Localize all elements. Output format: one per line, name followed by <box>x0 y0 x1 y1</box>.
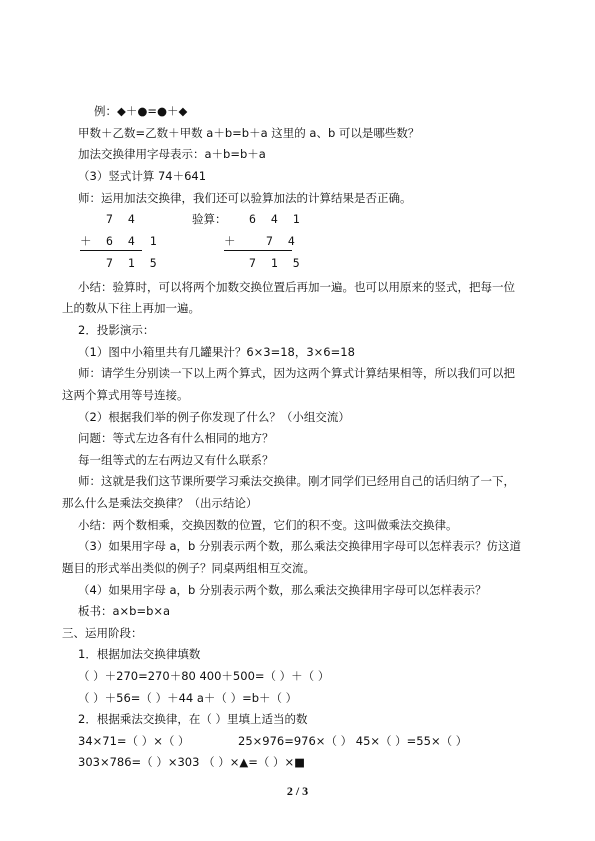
teacher-check-note: 师：运用加法交换律，我们还可以验算加法的计算结果是否正确。 <box>78 190 412 205</box>
exercise-2-row1-b: 25×976=976×（ ） 45×（ ）=55×（ ） <box>238 733 468 748</box>
addition-example: 甲数＋乙数=乙数＋甲数 a＋b=b＋a 这里的 a、b 可以是哪些数？ <box>78 125 420 140</box>
calc-left-top: 7 4 <box>106 212 139 227</box>
calc-left-plus: ＋ <box>80 233 92 248</box>
section-three-heading: 三、运用阶段： <box>62 625 143 640</box>
exercise-2-row1-a: 34×71=（ ）×（ ） <box>78 733 190 748</box>
summary-check-1: 小结：验算时，可以将两个加数交换位置后再加一遍。也可以用原来的竖式，把每一位 <box>78 279 515 294</box>
discovery-question: （2）根据我们举的例子你发现了什么？（小组交流） <box>78 409 350 424</box>
addition-law-letters: 加法交换律用字母表示：a＋b=b＋a <box>78 147 266 162</box>
summary-multiplication: 小结：两个数相乘，交换因数的位置，它们的积不变。这叫做乘法交换律。 <box>78 517 458 532</box>
calc-check-label: 验算： <box>192 212 227 227</box>
teacher-read-2: 这两个算式用等号连接。 <box>62 387 189 402</box>
calc-right-plus: ＋ <box>224 233 236 248</box>
question-3-line1: （3）如果用字母 a，b 分别表示两个数，那么乘法交换律用字母可以怎样表示？仿这道 <box>78 539 521 554</box>
teacher-law-1: 师：这就是我们这节课所要学习乘法交换律。刚才同学们已经用自己的话归纳了一下， <box>78 474 515 489</box>
question-3-line2: 题目的形式举出类似的例子？同桌两组相互交流。 <box>62 560 315 575</box>
juice-question: （1）图中小箱里共有几罐果汁？6×3=18，3×6=18 <box>78 344 355 359</box>
problem-relation: 每一组等式的左右两边又有什么联系？ <box>78 452 274 467</box>
calc-right-top: 6 4 1 <box>249 212 304 227</box>
board-writing: 板书：a×b=b×a <box>78 604 171 619</box>
teacher-read-1: 师：请学生分别读一下以上两个算式，因为这两个算式计算结果相等，所以我们可以把 <box>78 366 515 381</box>
calc-right-result: 7 1 5 <box>249 256 304 271</box>
summary-check-2: 上的数从下往上再加一遍。 <box>62 301 200 316</box>
exercise-1-row1: （ ）＋270=270＋80 400＋500=（ ）＋（ ） <box>78 668 330 683</box>
question-4: （4）如果用字母 a，b 分别表示两个数，那么乘法交换律用字母可以怎样表示？ <box>78 582 487 597</box>
calc-right-rule <box>224 250 292 251</box>
vertical-calc-heading: （3）竖式计算 74＋641 <box>78 168 207 183</box>
teacher-law-2: 那么什么是乘法交换律？（出示结论） <box>62 496 258 510</box>
exercise-2-heading: 2．根据乘法交换律，在（ ）里填上适当的数 <box>78 712 308 727</box>
example-symbols: 例：◆＋●=●＋◆ <box>94 104 188 118</box>
page-number: 2 / 3 <box>286 784 309 799</box>
exercise-1-row2: （ ）＋56=（ ）＋44 a＋（ ）=b＋（ ） <box>78 690 298 705</box>
calc-left-bottom: 6 4 1 <box>106 233 161 248</box>
exercise-1-heading: 1．根据加法交换律填数 <box>78 647 201 662</box>
calc-left-rule <box>80 250 142 251</box>
exercise-2-row2: 303×786=（ ）×303 （ ）×▲=（ ）×■ <box>78 755 305 770</box>
projection-heading: 2．投影演示： <box>78 323 155 337</box>
problem-left-side: 问题：等式左边各有什么相同的地方？ <box>78 431 274 446</box>
calc-right-bottom: 7 4 <box>266 233 299 248</box>
calc-left-result: 7 1 5 <box>106 256 161 271</box>
